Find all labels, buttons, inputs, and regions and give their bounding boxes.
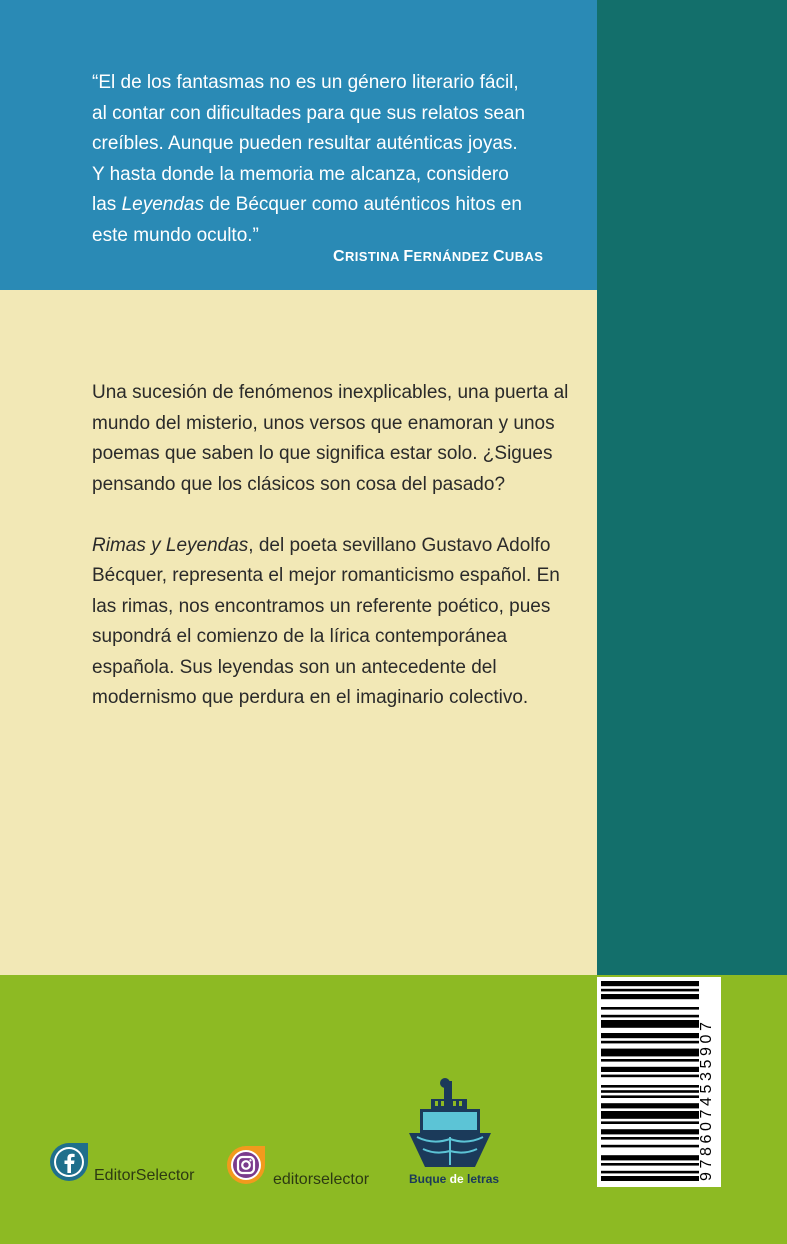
barcode-bar xyxy=(601,1007,699,1010)
quote-text: de Bécquer como auténticos hitos en xyxy=(203,194,522,215)
publisher-label-part: de xyxy=(449,1172,464,1186)
facebook-icon[interactable] xyxy=(47,1140,91,1184)
barcode-bar xyxy=(601,1171,699,1174)
barcode-bar xyxy=(601,1049,699,1057)
author-initial: C xyxy=(492,248,505,265)
publisher-logo-label xyxy=(409,1172,499,1186)
barcode-bar xyxy=(601,994,699,999)
quote-line: “El de los fantasmas no es un género literario fácil, xyxy=(92,72,519,93)
quote-title: Leyendas xyxy=(121,194,204,215)
barcode-bar xyxy=(601,1111,699,1119)
barcode-bar xyxy=(601,981,699,986)
barcode-bar xyxy=(601,1129,699,1134)
author-initial: C xyxy=(333,248,345,265)
barcode-bar xyxy=(601,1033,699,1038)
barcode-bar xyxy=(601,1059,699,1062)
barcode-bars xyxy=(601,981,699,1181)
quote-author xyxy=(333,248,543,266)
author-initial: F xyxy=(403,248,414,265)
isbn-digits: 9786074535907 xyxy=(698,1018,715,1181)
barcode-bar xyxy=(601,1137,699,1140)
author-smallcaps: ERNÁNDEZ xyxy=(413,249,493,264)
barcode-bar xyxy=(601,1163,699,1166)
barcode-bar xyxy=(601,1085,699,1088)
spine-band xyxy=(597,0,787,975)
synopsis-text xyxy=(92,378,572,744)
book-title: Rimas y Leyendas xyxy=(92,534,249,556)
barcode-bar xyxy=(601,1095,699,1098)
barcode-bar xyxy=(601,989,699,992)
blurb-quote xyxy=(92,68,572,251)
quote-line: este mundo oculto.” xyxy=(92,224,259,246)
instagram-icon[interactable] xyxy=(224,1143,268,1187)
quote-line xyxy=(92,190,572,221)
author-smallcaps: UBAS xyxy=(504,249,544,264)
barcode-bar xyxy=(601,1103,699,1108)
facebook-handle[interactable]: EditorSelector xyxy=(94,1167,195,1184)
author-smallcaps: RISTINA xyxy=(344,249,404,264)
quote-line: al contar con dificultades para que sus relatos sean xyxy=(92,102,526,124)
synopsis-text-rest: , del poeta sevillano Gustavo Adolfo Bécquer, representa el mejor romanticismo español. En las rimas, nos encontramos un referente poético, pues supondrá el comienzo de la lírica contemporánea española. Sus leyendas son un antecedente del modernismo que perdura en el imaginario colectivo. xyxy=(92,534,560,708)
barcode-bar xyxy=(601,1121,699,1124)
barcode-bar xyxy=(601,1090,699,1093)
ship-icon xyxy=(405,1075,495,1173)
synopsis-paragraph: Una sucesión de fenómenos inexplicables, una puerta al mundo del misterio, unos versos que enamoran y unos poemas que saben lo que significa estar solo. ¿Sigues pensando que los clásicos son cosa del pasado? xyxy=(92,382,569,495)
isbn-barcode xyxy=(597,977,721,1187)
barcode-bar xyxy=(601,1020,699,1028)
barcode-bar xyxy=(601,1015,699,1018)
quote-text: las xyxy=(92,194,122,215)
synopsis-paragraph xyxy=(92,531,572,714)
barcode-bar xyxy=(601,1067,699,1072)
quote-line: Y hasta donde la memoria me alcanza, considero xyxy=(92,163,509,185)
barcode-bar xyxy=(601,1041,699,1044)
publisher-label-part: Buque xyxy=(409,1172,450,1186)
publisher-label-part: letras xyxy=(463,1172,500,1186)
barcode-bar xyxy=(601,1145,699,1148)
barcode-bar xyxy=(601,1075,699,1078)
barcode-bar xyxy=(601,1176,699,1181)
instagram-handle[interactable]: editorselector xyxy=(273,1171,370,1188)
barcode-bar xyxy=(601,1155,699,1160)
quote-line: creíbles. Aunque pueden resultar auténticas joyas. xyxy=(92,133,518,154)
